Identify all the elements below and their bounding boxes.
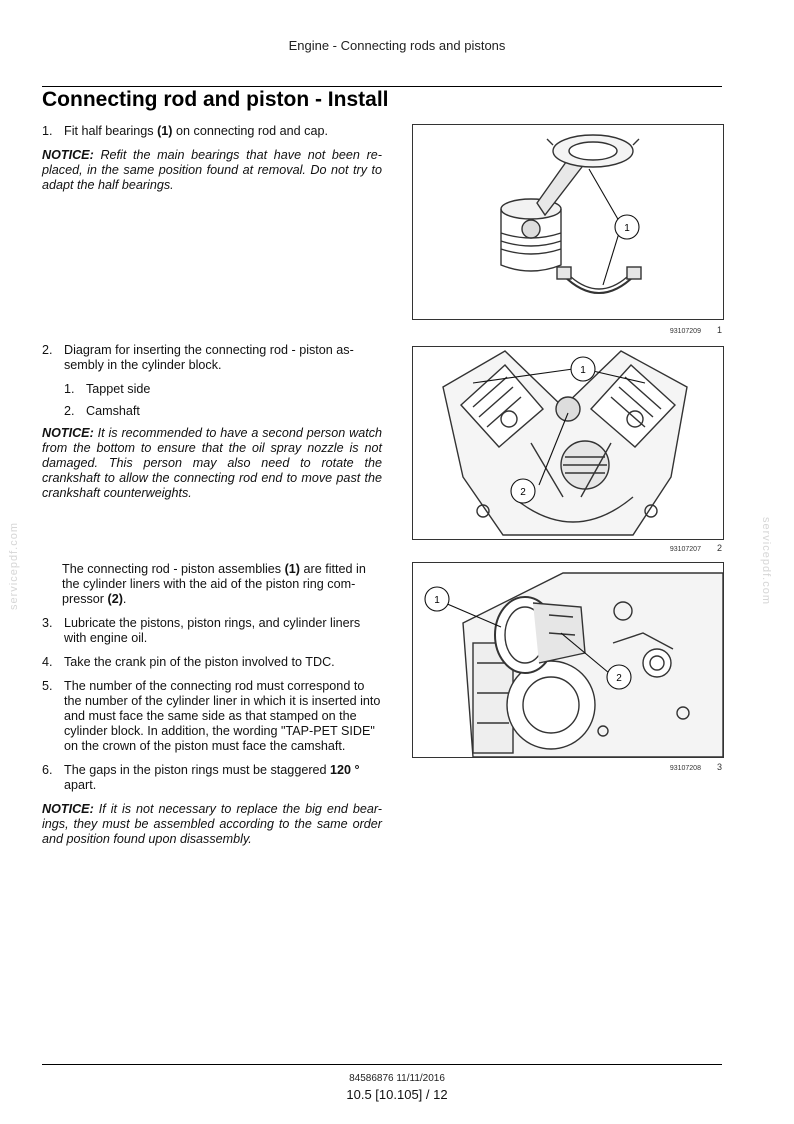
callout-1: 1	[580, 365, 586, 376]
step-1-block	[42, 124, 382, 202]
step-text: Take the crank pin of the piston involved to TDC.	[64, 655, 335, 669]
paragraph-text: The connecting rod - piston assemblies	[62, 562, 285, 576]
footer-rule	[42, 1064, 722, 1065]
step-text: on connecting rod and cap.	[172, 124, 328, 138]
step-text: Diagram for inserting the connecting rod - piston as-sembly in the cylinder block.	[64, 343, 354, 372]
paragraph-assemblies	[42, 562, 382, 607]
steps-3-6-block	[42, 562, 382, 856]
figure-1-conrod-bearings	[412, 124, 724, 320]
sub-item-number: 2.	[64, 404, 75, 418]
running-header: Engine - Connecting rods and pistons	[288, 38, 506, 53]
step-2	[42, 343, 382, 373]
sub-item-number: 1.	[64, 382, 75, 396]
step-4	[42, 655, 382, 670]
notice-text: If it is not necessary to replace the big end bear-ings, they must be assembled according to the same order and position found upon disassembly.	[42, 802, 382, 846]
figure-3-caption	[412, 762, 722, 772]
figure-2-caption	[412, 543, 722, 553]
notice-label: NOTICE:	[42, 802, 94, 816]
watermark-left: servicepdf.com	[7, 522, 20, 610]
footer-document-number: 84586876 11/11/2016	[349, 1073, 445, 1084]
callout-ref: (2)	[107, 592, 123, 606]
stagger-angle: 120 °	[330, 763, 360, 777]
step-1	[42, 124, 382, 139]
step-5	[42, 679, 382, 754]
notice	[42, 802, 382, 847]
callout-1: 1	[434, 595, 440, 606]
callout-ref: (1)	[284, 562, 301, 576]
step-number: 5.	[42, 679, 53, 693]
figure-3-ring-compressor	[412, 562, 724, 758]
step-text: Fit half bearings	[64, 124, 158, 138]
notice-text: Refit the main bearings that have not been re-placed, in the same position found at removal. Do not try to adapt the half bearings.	[42, 148, 382, 192]
step-text: The number of the connecting rod must correspond to the number of the cylinder liner in which it is inserted into and must face the same side as that stamped on the cylinder block. In addition, the wording "TAP-PET SIDE" on the crown of the piston must face the camshaft.	[64, 679, 381, 753]
sub-item-text: Camshaft	[86, 404, 140, 418]
step-3	[42, 616, 382, 646]
footer-page-number: 10.5 [10.105] / 12	[346, 1087, 448, 1102]
callout-2: 2	[520, 487, 526, 498]
sub-item-tappet-side	[42, 382, 382, 397]
step-number: 1.	[42, 124, 53, 138]
sub-item-camshaft	[42, 404, 382, 419]
callout-ref: (1)	[157, 124, 173, 138]
notice	[42, 148, 382, 193]
header-rule	[42, 86, 722, 87]
step-2-block	[42, 343, 382, 510]
notice	[42, 426, 382, 501]
step-number: 4.	[42, 655, 53, 669]
figure-number: 3	[716, 762, 722, 772]
notice-text: It is recommended to have a second person watch from the bottom to ensure that the oil spray nozzle is not damaged. This person may also need to rotate the crankshaft to allow the connecting rod end to move past the crankshaft counterweights.	[42, 426, 382, 500]
page-title: Connecting rod and piston - Install	[42, 88, 389, 111]
step-text: apart.	[64, 778, 97, 792]
callout-1: 1	[624, 223, 630, 234]
step-number: 2.	[42, 343, 53, 357]
ring-compressor-illustration	[413, 563, 723, 757]
watermark-right: servicepdf.com	[759, 517, 772, 605]
conrod-illustration	[413, 125, 723, 319]
step-number: 6.	[42, 763, 53, 777]
sub-item-text: Tappet side	[86, 382, 151, 396]
paragraph-text: are fitted in the cylinder liners with the aid of the piston ring com-pressor	[62, 562, 366, 606]
step-number: 3.	[42, 616, 53, 630]
step-text: The gaps in the piston rings must be staggered	[64, 763, 331, 777]
figure-code: 93107208	[669, 765, 701, 772]
figure-code: 93107209	[669, 328, 701, 335]
step-text: Lubricate the pistons, piston rings, and cylinder liners with engine oil.	[64, 616, 361, 645]
figure-1-caption	[412, 325, 722, 335]
figure-2-cylinder-block	[412, 346, 724, 540]
figure-number: 2	[716, 543, 722, 553]
paragraph-text: .	[122, 592, 127, 606]
figure-number: 1	[716, 325, 722, 335]
cylinder-block-illustration	[413, 347, 723, 539]
callout-2: 2	[616, 673, 622, 684]
step-6	[42, 763, 382, 793]
notice-label: NOTICE:	[42, 148, 94, 162]
figure-code: 93107207	[669, 546, 701, 553]
notice-label: NOTICE:	[42, 426, 94, 440]
